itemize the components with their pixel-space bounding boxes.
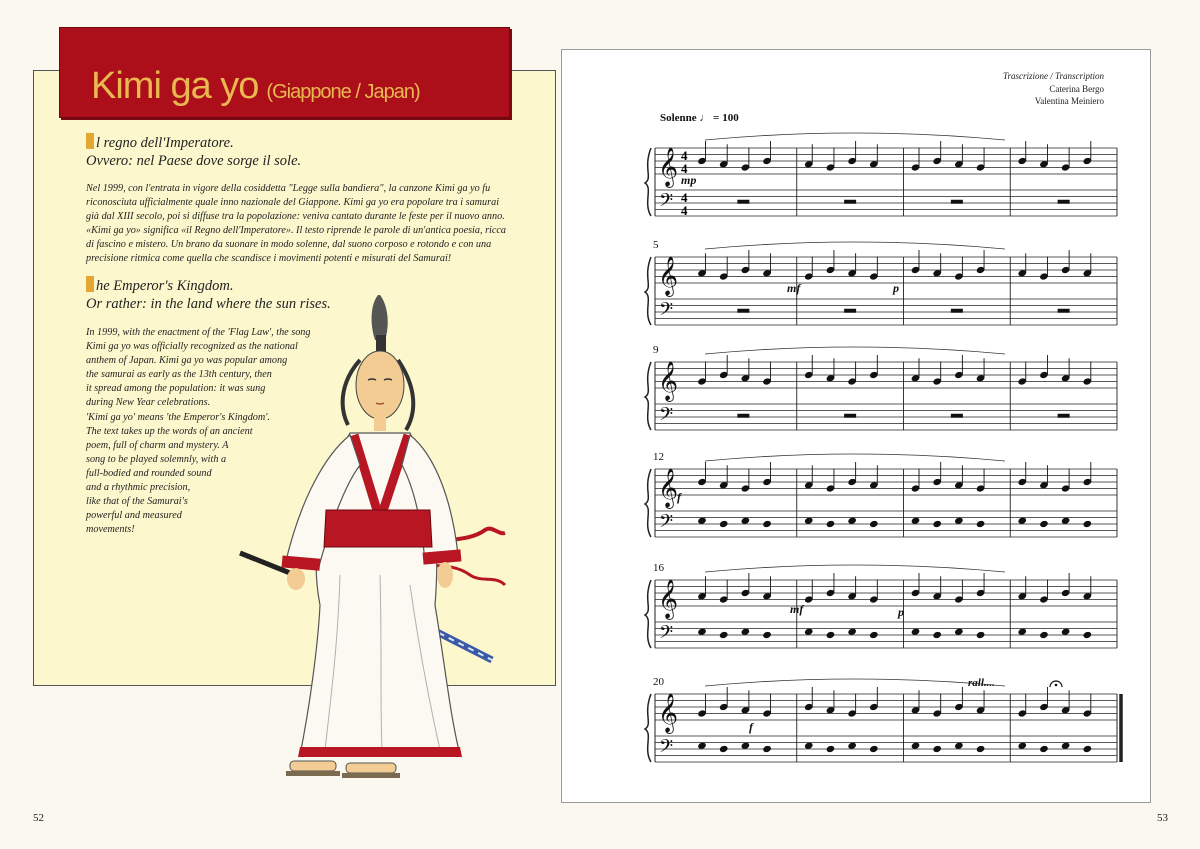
rallentando-marking: rall.... xyxy=(968,677,995,689)
song-subtitle: (Giappone / Japan) xyxy=(266,81,420,103)
whole-rest xyxy=(844,200,856,204)
slur xyxy=(705,679,1005,686)
measure-number: 16 xyxy=(653,562,664,574)
slur xyxy=(705,565,1005,572)
whole-rest xyxy=(951,309,963,313)
page-number-left: 52 xyxy=(33,812,44,824)
bass-note-head xyxy=(719,631,729,639)
bass-note-head xyxy=(762,520,772,528)
dynamic-marking: f xyxy=(749,720,753,734)
whole-rest xyxy=(1058,309,1070,313)
treble-clef: 𝄞 xyxy=(658,468,679,508)
treble-clef: 𝄞 xyxy=(658,693,679,733)
bass-note-head xyxy=(932,520,942,528)
brace xyxy=(645,148,651,216)
measure-number: 5 xyxy=(653,239,659,251)
bass-note-head xyxy=(1039,631,1049,639)
bass-note-head xyxy=(762,631,772,639)
bass-note-head xyxy=(976,631,986,639)
brace xyxy=(645,257,651,325)
dynamic-marking: mf xyxy=(787,281,801,295)
bass-clef: 𝄢 xyxy=(659,511,674,537)
slur xyxy=(705,133,1005,140)
bass-clef: 𝄢 xyxy=(659,299,674,325)
brace xyxy=(645,694,651,762)
bass-note-head xyxy=(1039,520,1049,528)
dynamic-marking: p xyxy=(893,281,899,295)
whole-rest xyxy=(737,414,749,418)
treble-clef: 𝄞 xyxy=(658,361,679,401)
treble-clef: 𝄞 xyxy=(658,256,679,296)
bass-note-head xyxy=(932,745,942,753)
italian-body: Nel 1999, con l'entrata in vigore della cosiddetta "Legge sulla bandiera", la canzone Kimi ga yo fu riconosciuta ufficialmente quale inno nazionale del Giappone. Kimi ga yo era popolare tra i samurai già dal XIII secolo, poi si diffuse tra la popolazione: veniva cantato durante le feste per il nuovo anno. «Kimi ga yo» significa «il Regno dell'Imperatore». Il testo riprende le parole di un'antica poesia, ricca di fascino e mistero. Un brano da suonare in modo solenne, dal suono corposo e rotondo e con una precisione ritmica come quella che scandisce i movimenti potenti e misurati del Samurai! xyxy=(86,183,506,265)
bass-note-head xyxy=(869,631,879,639)
transcription-credits: Trascrizione / Transcription Caterina Bergo Valentina Meiniero xyxy=(1002,71,1104,106)
bass-note-head xyxy=(1039,745,1049,753)
bass-clef: 𝄢 xyxy=(659,736,674,762)
bass-note-head xyxy=(826,631,836,639)
measure-number: 12 xyxy=(653,451,664,463)
bass-note-head xyxy=(869,520,879,528)
dynamic-marking: f xyxy=(677,490,681,504)
bass-note-head xyxy=(1083,631,1093,639)
brace xyxy=(645,362,651,430)
whole-rest xyxy=(844,309,856,313)
dynamic-marking: mp xyxy=(681,173,697,187)
time-signature-top: 4 xyxy=(681,148,688,163)
bass-clef: 𝄢 xyxy=(659,622,674,648)
whole-rest xyxy=(844,414,856,418)
bass-note-head xyxy=(932,631,942,639)
dynamic-marking: p xyxy=(898,605,904,619)
brace xyxy=(645,469,651,537)
bass-note-head xyxy=(719,745,729,753)
bass-note-head xyxy=(826,745,836,753)
slur xyxy=(705,347,1005,354)
whole-rest xyxy=(1058,200,1070,204)
dynamic-marking: mf xyxy=(790,602,804,616)
bass-note-head xyxy=(762,745,772,753)
bass-note-head xyxy=(869,745,879,753)
slur xyxy=(705,454,1005,461)
bass-note-head xyxy=(1083,520,1093,528)
whole-rest xyxy=(737,309,749,313)
bass-note-head xyxy=(976,520,986,528)
whole-rest xyxy=(951,414,963,418)
measure-number: 20 xyxy=(653,676,664,688)
bass-note-head xyxy=(976,745,986,753)
bass-note-head xyxy=(719,520,729,528)
time-signature-bottom: 4 xyxy=(681,161,688,176)
english-heading: he Emperor's Kingdom. Or rather: in the land where the sun rises. xyxy=(86,278,331,312)
whole-rest xyxy=(1058,414,1070,418)
bass-note-head xyxy=(1083,745,1093,753)
italian-heading: l regno dell'Imperatore. Ovvero: nel Paese dove sorge il sole. xyxy=(86,135,302,169)
treble-clef: 𝄞 xyxy=(658,147,679,187)
time-signature-top: 4 xyxy=(681,190,688,205)
bass-note-head xyxy=(826,520,836,528)
brace xyxy=(645,580,651,648)
bass-clef: 𝄢 xyxy=(659,190,674,216)
time-signature-bottom: 4 xyxy=(681,203,688,218)
fermata-dot xyxy=(1055,684,1058,687)
english-body: In 1999, with the enactment of the 'Flag Law', the song Kimi ga yo was officially recognized as the national anthem of Japan. Kimi ga yo was popular among the samurai as early as the 13th century, then it spread among the population: it was sung during New Year celebrations. 'Kimi ga yo' means 'the Emperor's Kingdom'. The text takes up the words of an ancient poem, full of charm and mystery. A song to be played solemnly, with a full-bodied and rounded sound and a rhythmic precision, like that of the Samurai's powerful and measured movements! xyxy=(86,327,311,536)
page-number-right: 53 xyxy=(1157,812,1168,824)
bass-clef: 𝄢 xyxy=(659,404,674,430)
slur xyxy=(705,242,1005,249)
tempo-marking: Solenne ♩ = 100 xyxy=(660,112,739,124)
whole-rest xyxy=(951,200,963,204)
measure-number: 9 xyxy=(653,344,659,356)
treble-clef: 𝄞 xyxy=(658,579,679,619)
song-title: Kimi ga yo (Giappone / Japan) xyxy=(91,65,420,107)
whole-rest xyxy=(737,200,749,204)
